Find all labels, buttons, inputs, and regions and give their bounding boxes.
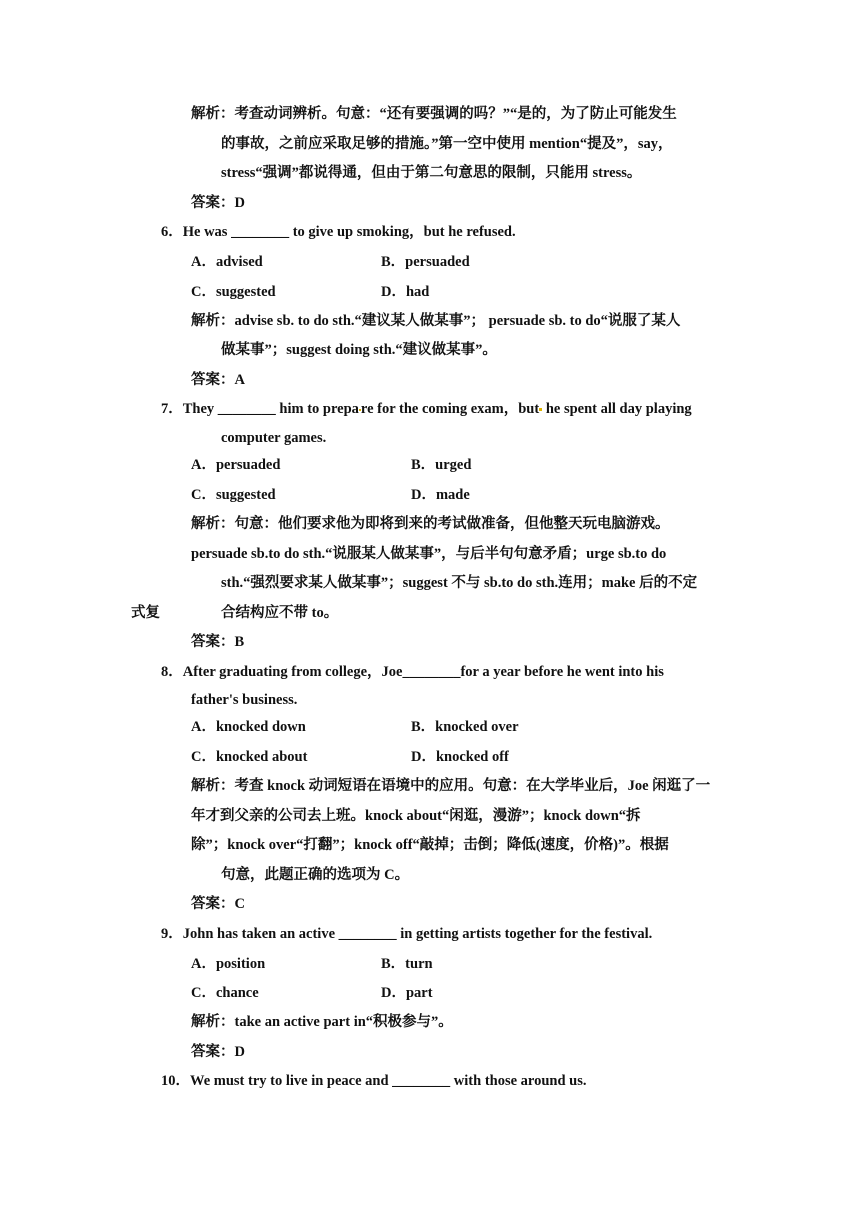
q9-answer: 答案：D	[191, 1044, 245, 1060]
q8-option-c: C．knocked about	[191, 749, 308, 765]
q8-analysis-line-4: 句意，此题正确的选项为 C。	[221, 867, 410, 883]
q6-option-d: D．had	[381, 284, 430, 300]
q8-option-a: A．knocked down	[191, 719, 306, 735]
q5-analysis-line-2: 的事故，之前应采取足够的措施。”第一空中使用 mention“提及”，say，	[221, 136, 673, 152]
q7-option-c: C．suggested	[191, 487, 276, 503]
q8-answer: 答案：C	[191, 896, 245, 912]
q6-option-c: C．suggested	[191, 284, 276, 300]
q6-analysis-line-2: 做某事”；suggest doing sth.“建议做某事”。	[221, 342, 497, 358]
q7-stem-line-1	[161, 400, 692, 418]
q7-stem-line-2: computer games.	[221, 430, 327, 446]
q9-option-d: D．part	[381, 985, 433, 1001]
q10-stem: 10．We must try to live in peace and ________ with those around us.	[161, 1073, 587, 1089]
q7-option-b: B．urged	[411, 457, 472, 473]
scan-mark	[359, 409, 361, 411]
q7-analysis-line-2: persuade sb.to do sth.“说服某人做某事”，与后半句句意矛盾；urge sb.to do	[191, 546, 667, 562]
q9-option-a: A．position	[191, 956, 266, 972]
q8-option-b: B．knocked over	[411, 719, 519, 735]
q8-stem-line-1: 8．After graduating from college，Joe________for a year before he went into his	[161, 664, 664, 680]
q6-answer: 答案：A	[191, 372, 245, 388]
q5-analysis-line-3: stress“强调”都说得通，但由于第二句意思的限制，只能用 stress。	[221, 165, 642, 181]
q7-answer: 答案：B	[191, 634, 245, 650]
q9-analysis: 解析：take an active part in“积极参与”。	[191, 1014, 453, 1030]
q6-option-b: B．persuaded	[381, 254, 470, 270]
q8-stem-line-2: father's business.	[191, 692, 298, 708]
q7-option-d: D．made	[411, 487, 470, 503]
q7-stem-part-3: he spent all day playing	[542, 401, 692, 417]
q9-stem: 9．John has taken an active ________ in getting artists together for the festival.	[161, 926, 653, 942]
q6-analysis-line-1: 解析：advise sb. to do sth.“建议某人做某事”； persuade sb. to do“说服了某人	[191, 313, 681, 329]
q6-option-a: A．advised	[191, 254, 263, 270]
q8-option-d: D．knocked off	[411, 749, 509, 765]
q8-analysis-line-3: 除”；knock over“打翻”；knock off“敲掉；击倒；降低(速度，价格)”。根据	[191, 837, 669, 853]
q7-analysis-line-1: 解析：句意：他们要求他为即将到来的考试做准备，但他整天玩电脑游戏。	[191, 516, 670, 532]
q9-option-b: B．turn	[381, 956, 433, 972]
q7-stem-part-1: 7．They ________ him to prepa	[161, 401, 359, 417]
q5-analysis-line-1: 解析：考查动词辨析。句意：“还有要强调的吗？”“是的，为了防止可能发生	[191, 106, 677, 122]
q7-analysis-line-4: 合结构应不带 to。	[221, 605, 339, 621]
q6-stem: 6．He was ________ to give up smoking，but he refused.	[161, 224, 516, 240]
margin-note: 式复	[131, 605, 160, 621]
scan-mark	[539, 408, 542, 411]
q8-analysis-line-1: 解析：考查 knock 动词短语在语境中的应用。句意：在大学毕业后，Joe 闲逛了一	[191, 778, 711, 794]
q5-answer: 答案：D	[191, 195, 245, 211]
q7-analysis-line-3: sth.“强烈要求某人做某事”；suggest 不与 sb.to do sth.连用；make 后的不定	[221, 575, 698, 591]
q7-option-a: A．persuaded	[191, 457, 281, 473]
q7-stem-part-2: re for the coming exam，but	[360, 401, 540, 417]
q9-option-c: C．chance	[191, 985, 259, 1001]
q8-analysis-line-2: 年才到父亲的公司去上班。knock about“闲逛，漫游”；knock down“拆	[191, 808, 641, 824]
